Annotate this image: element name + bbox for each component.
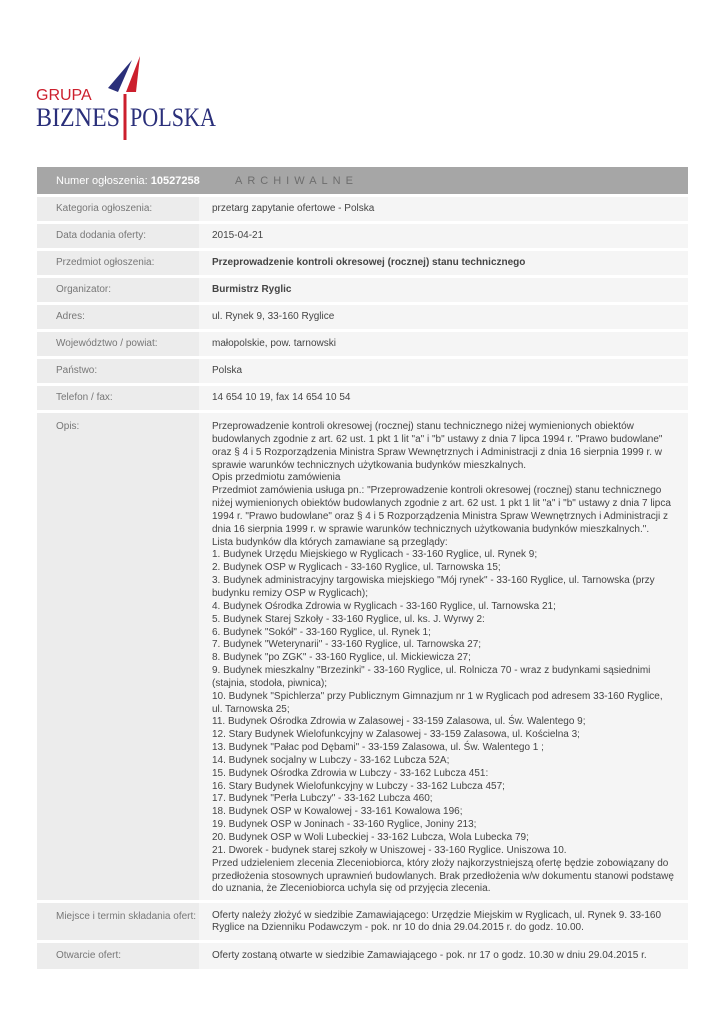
description-line: 10. Budynek "Spichlerza" przy Publicznym Gimnazjum nr 1 w Ryglicach pod adresem 33-160 Ryglice, ul. Tarnowska 25; [212,690,663,715]
description-line: 4. Budynek Ośrodka Zdrowia w Ryglicach - 33-160 Ryglice, ul. Tarnowska 21; [212,600,556,612]
field-label: Telefon / fax: [37,386,199,410]
description-line: 6. Budynek "Sokół" - 33-160 Ryglice, ul. Rynek 1; [212,626,431,638]
header-number-cell [37,175,199,187]
description-line: 15. Budynek Ośrodka Zdrowia w Lubczy - 33-162 Lubcza 451: [212,767,489,779]
description-line: 1. Budynek Urzędu Miejskiego w Ryglicach - 33-160 Ryglice, ul. Rynek 9; [212,549,538,561]
row-przedmiot [37,251,688,275]
row-otwarcie [37,943,688,969]
field-label: Organizator: [37,278,199,302]
description-line: 2. Budynek OSP w Ryglicach - 33-160 Ryglice, ul. Tarnowska 15; [212,562,501,574]
description-line: 21. Dworek - budynek starej szkoły w Uniszowej - 33-160 Ryglice. Uniszowa 10. [212,844,567,856]
row-data [37,224,688,248]
logo-grupa-text: GRUPA [36,87,92,104]
description-line: 12. Stary Budynek Wielofunkcyjny w Zalasowej - 33-159 Zalasowa, ul. Kościelna 3; [212,729,580,741]
announcement-header [37,167,688,194]
field-value-miejsce: Oferty należy złożyć w siedzibie Zamawiającego: Urzędzie Miejskim w Ryglicach, ul. Rynek 9. 33-160 Ryglice na Dzienniku Podawczym - pok. nr 10 do dnia 29.04.2015 r. do godz. 10.00. [199,903,688,940]
description-line: Przeprowadzenie kontroli okresowej (rocznej) stanu technicznego niżej wymienionych obiektów budowlanych zgodnie z art. 62 ust. 1 pkt 1 lit "a" i "b" ustawy z dnia 7 lipca 1994 r. "Prawo budowlane" oraz § 4 i 5 Rozporządzenia Ministra Spraw Wewnętrznych i Administracji z dnia 16 sierpnia 1999 r. w sprawie warunków technicznych użytkowania budynków mieszkalnych. [212,421,663,471]
description-line: Przedmiot zamówienia usługa pn.: "Przeprowadzenie kontroli okresowej (rocznej) stanu technicznego niżej wymienionych obiektów budowlanych zgodnie z art. 62 ust. 1 pkt 1 lit "a" i "b" ustawy z dnia 7 lipca 1994 r. "Prawo budowlane" oraz § 4 i 5 Rozporządzenia Ministra Spraw Wewnętrznych i Administracji z dnia 16 sierpnia 1999 r. w sprawie warunków technicznych użytkowania budynków mieszkalnych.". [212,485,671,535]
description-line: Opis przedmiotu zamówienia [212,472,341,484]
announcement-number: 10527258 [150,174,200,187]
row-kategoria [37,197,688,221]
field-value-otwarcie: Oferty zostaną otwarte w siedzibie Zamawiającego - pok. nr 17 o godz. 10.30 w dniu 29.04.2015 r. [199,943,688,969]
field-label: Państwo: [37,359,199,383]
description-line: 19. Budynek OSP w Joninach - 33-160 Ryglice, Joniny 213; [212,819,477,831]
field-label: Przedmiot ogłoszenia: [37,251,199,275]
description-line: Lista budynków dla których zamawiane są przeglądy: [212,536,448,548]
field-value-organizator: Burmistrz Ryglic [199,278,688,302]
field-label: Adres: [37,305,199,329]
description-line: 11. Budynek Ośrodka Zdrowia w Zalasowej - 33-159 Zalasowa, ul. Św. Walentego 9; [212,716,586,728]
field-label: Kategoria ogłoszenia: [37,197,199,221]
description-line: Przed udzieleniem zlecenia Zleceniobiorca, który złoży najkorzystniejszą ofertę będzie zobowiązany do przedłożenia stosownych uprawnień budowlanych. Brak przedłożenia w/w dokumentu stanowi podstawę do uznania, że Zleceniobiorca uchyla się od przyjęcia zlecenia. [212,857,674,895]
field-label: Opis: [37,413,199,900]
description-line: 3. Budynek administracyjny targowiska miejskiego "Mój rynek" - 33-160 Ryglice, ul. Tarnowska (przy budynku remizy OSP w Ryglicach); [212,575,655,599]
logo-biznes-text: BIZNES [36,103,120,132]
field-value-panstwo: Polska [199,359,688,383]
company-logo [36,52,226,144]
field-value-telefon: 14 654 10 19, fax 14 654 10 54 [199,386,688,410]
description-line: 8. Budynek "po ZGK" - 33-160 Ryglice, ul. Mickiewicza 27; [212,652,471,664]
description-line: 20. Budynek OSP w Woli Lubeckiej - 33-162 Lubcza, Wola Lubecka 79; [212,832,529,843]
field-label: Data dodania oferty: [37,224,199,248]
row-opis [37,413,688,900]
field-label: Otwarcie ofert: [37,943,199,969]
announcement-table [37,167,688,969]
row-miejsce [37,903,688,940]
number-label: Numer ogłoszenia: [56,174,148,187]
field-label: Województwo / powiat: [37,332,199,356]
description-line: 9. Budynek mieszkalny "Brzezinki" - 33-160 Ryglice, ul. Rolnicza 70 - wraz z budynkami sąsiednimi (stajnia, stodoła, piwnica); [212,665,651,689]
field-value-wojewodztwo: małopolskie, pow. tarnowski [199,332,688,356]
field-value-kategoria: przetarg zapytanie ofertowe - Polska [199,197,688,221]
row-wojewodztwo [37,332,688,356]
field-label: Miejsce i termin składania ofert: [37,903,199,940]
row-adres [37,305,688,329]
logo-polska-text: POLSKA [130,103,217,132]
description-line: 14. Budynek socjalny w Lubczy - 33-162 Lubcza 52A; [212,754,450,766]
field-value-data: 2015-04-21 [199,224,688,248]
row-organizator [37,278,688,302]
description-line: 5. Budynek Starej Szkoły - 33-160 Ryglice, ul. ks. J. Wyrwy 2: [212,613,485,625]
row-panstwo [37,359,688,383]
row-telefon [37,386,688,410]
archive-status: ARCHIWALNE [235,174,358,187]
description-line: 13. Budynek "Pałac pod Dębami" - 33-159 Zalasowa, ul. Św. Walentego 1 ; [212,742,544,754]
field-value-adres: ul. Rynek 9, 33-160 Ryglice [199,305,688,329]
description-line: 17. Budynek "Perła Lubczy" - 33-162 Lubcza 460; [212,793,433,805]
description-line: 18. Budynek OSP w Kowalowej - 33-161 Kowalowa 196; [212,806,463,818]
field-value-przedmiot: Przeprowadzenie kontroli okresowej (rocznej) stanu technicznego [199,251,688,275]
description-line: 16. Stary Budynek Wielofunkcyjny w Lubczy - 33-162 Lubcza 457; [212,780,505,792]
field-value-opis [199,413,688,900]
description-line: 7. Budynek "Weterynarii" - 33-160 Ryglice, ul. Tarnowska 27; [212,639,482,651]
